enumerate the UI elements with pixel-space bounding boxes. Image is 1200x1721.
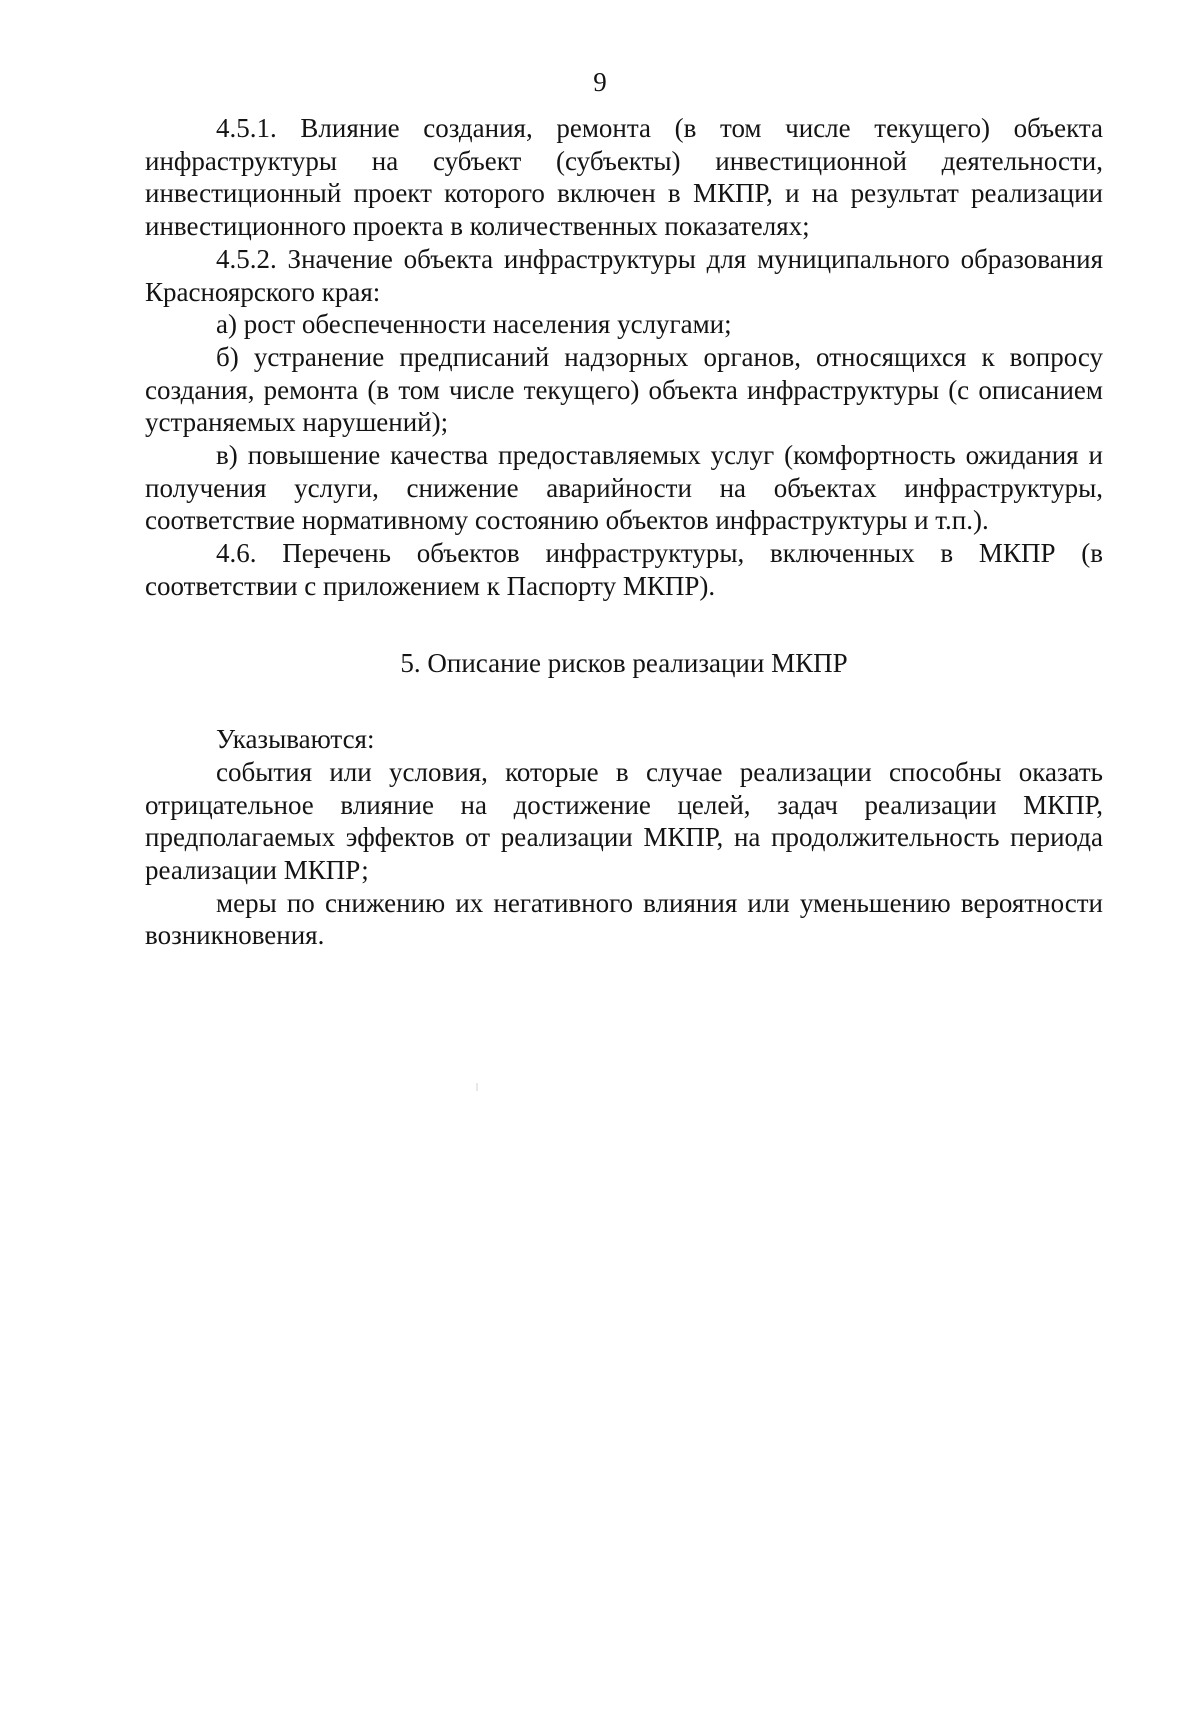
page-number: 9 [593,67,607,97]
section-5-item-events: события или условия, которые в случае реализации способны оказать отрицательное влияние на достижение целей, задач реализации МКПР, предполагаемых эффектов от реализации МКПР, на продолжительность периода реализации МКПР; [145,756,1103,886]
paragraph-item-b: б) устранение предписаний надзорных органов, относящихся к вопросу создания, ремонта (в том числе текущего) объекта инфраструктуры (с описанием устраняемых нарушений); [145,341,1103,438]
scan-artifact [476,1083,478,1091]
section-5-item-measures: меры по снижению их негативного влияния или уменьшению вероятности возникновения. [145,887,1103,951]
document-body [145,112,1103,952]
section-5-intro: Указываются: [216,724,375,755]
paragraph-4-5-1: 4.5.1. Влияние создания, ремонта (в том числе текущего) объекта инфраструктуры на субъект (субъекты) инвестиционной деятельности, инвестиционный проект которого включен в МКПР, и на результат реализации инвестиционного проекта в количественных показателях; [145,113,1103,242]
paragraph-item-v: в) повышение качества предоставляемых услуг (комфортность ожидания и получения услуги, снижение аварийности на объектах инфраструктуры, соответствие нормативному состоянию объектов инфраструктуры и т.п.). [145,440,1103,536]
paragraph-4-5-2: 4.5.2. Значение объекта инфраструктуры для муниципального образования Красноярского края: [145,243,1103,307]
paragraph-item-a: а) рост обеспеченности населения услугами; [216,309,732,340]
paragraph-4-6: 4.6. Перечень объектов инфраструктуры, включенных в МКПР (в соответствии с приложением к Паспорту МКПР). [145,538,1103,601]
section-5-heading: 5. Описание рисков реализации МКПР [400,647,848,678]
